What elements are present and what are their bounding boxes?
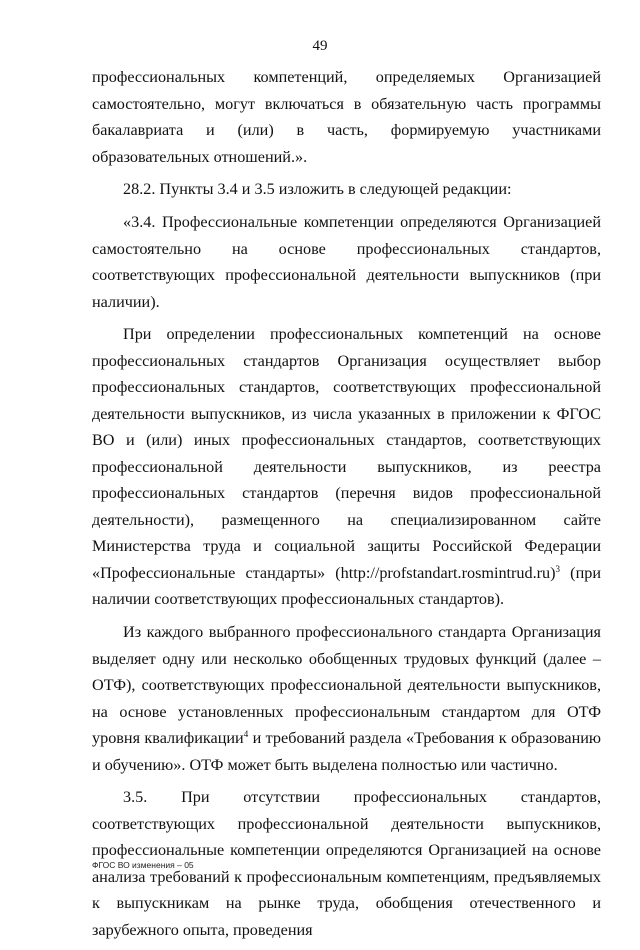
paragraph-5-text: Из каждого выбранного профессионального стандарта Организация выделяет одну или несколько обобщенных трудовых функций (далее – ОТФ), соответствующих профессиональной деятельности выпускников, на основе установленных профессиональным стандартом для ОТФ уровня квалификации: [92, 623, 601, 748]
paragraph-2: 28.2. Пункты 3.4 и 3.5 изложить в следующей редакции:: [123, 180, 512, 199]
body-text: [92, 64, 601, 950]
footnote-ref-4: 4: [243, 729, 249, 740]
paragraph-4: [92, 321, 601, 613]
footnote-ref-3: 3: [555, 563, 561, 574]
page-number: 49: [312, 38, 328, 54]
paragraph-5: [92, 619, 601, 778]
paragraph-5-tail: и требований раздела «Требования к образованию и обучению». ОТФ может быть выделена полностью или частично.: [92, 729, 602, 774]
paragraph-3: «3.4. Профессиональные компетенции определяются Организацией самостоятельно на основе профессиональных стандартов, соответствующих профессиональной деятельности выпускников (при наличии).: [92, 213, 601, 311]
paragraph-1: профессиональных компетенций, определяемых Организацией самостоятельно, могут включаться в обязательную часть программы бакалавриата и (или) в часть, формируемую участниками образовательных отношений.».: [92, 68, 601, 166]
paragraph-4-text: При определении профессиональных компетенций на основе профессиональных стандартов Организация осуществляет выбор профессиональных стандартов, соответствующих профессиональной деятельности выпускников, из числа указанных в приложении к ФГОС ВО и (или) иных профессиональных стандартов, соответствующих профессиональной деятельности выпускников, из реестра профессиональных стандартов (перечня видов профессиональной деятельности), размещенного на специализированном сайте Министерства труда и социальной защиты Российской Федерации «Профессиональные стандарты» (http://profstandart.rosmintrud.ru): [92, 325, 601, 582]
paragraph-6: 3.5. При отсутствии профессиональных стандартов, соответствующих профессиональной деятельности выпускников, профессиональные компетенции определяются Организацией на основе анализа требований к профессиональным компетенциям, предъявляемых к выпускникам на рынке труда, обобщения отечественного и зарубежного опыта, проведения: [92, 788, 601, 939]
footer-text: ФГОС ВО изменения – 05: [92, 860, 194, 870]
paragraph-4-tail: (при наличии соответствующих профессиональных стандартов).: [92, 563, 601, 609]
